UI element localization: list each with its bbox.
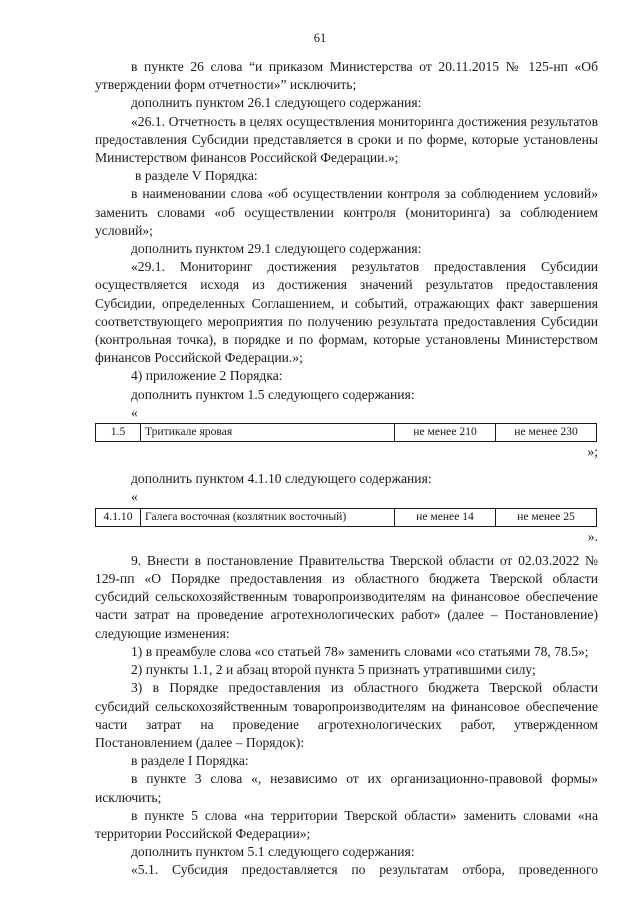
paragraph: в пункте 26 слова “и приказом Министерства от 20.11.2015 № 125-нп «Об утверждении форм отчетности»” исключить; [95, 59, 598, 93]
inserted-table-1 [95, 423, 597, 442]
paragraph: в пункте 3 слова «, независимо от их организационно-правовой формы» исключить; [95, 771, 598, 805]
paragraph: дополнить пунктом 5.1 следующего содержания: [131, 844, 415, 860]
table-row [96, 424, 597, 442]
table-cell-value: не менее 14 [395, 508, 496, 526]
table-cell-name: Галега восточная (козлятник восточный) [141, 508, 395, 526]
paragraph: 4) приложение 2 Порядка: [131, 368, 283, 384]
table-cell-value: не менее 25 [496, 508, 597, 526]
paragraph: в пункте 5 слова «на территории Тверской области» заменить словами «на территории Российской Федерации»; [95, 807, 598, 841]
paragraph: 1) в преамбуле слова «со статьей 78» заменить словами «со статьями 78, 78.5»; [131, 643, 589, 659]
paragraph: дополнить пунктом 4.1.10 следующего содержания: [131, 471, 432, 487]
close-quote: »; [587, 444, 598, 460]
paragraph: 2) пункты 1.1, 2 и абзац второй пункта 5 признать утратившими силу; [131, 662, 536, 678]
open-quote: « [131, 489, 138, 505]
table-cell-value: не менее 230 [496, 424, 597, 442]
paragraph: дополнить пунктом 26.1 следующего содержания: [131, 95, 422, 111]
paragraph: 9. Внести в постановление Правительства Тверской области от 02.03.2022 № 129-пп «О Порядке предоставления из областного бюджета Тверской области субсидий сельскохозяйственным товаропроизводителям на финансовое обеспечение части затрат на проведение агротехнологических работ» (далее – Постановление) следующие изменения: [95, 552, 598, 641]
page-number: 61 [313, 31, 327, 45]
close-quote: ». [587, 528, 598, 544]
table-cell-name: Тритикале яровая [141, 424, 395, 442]
open-quote: « [131, 404, 138, 420]
inserted-table-2 [95, 508, 597, 527]
paragraph: «29.1. Мониторинг достижения результатов предоставления Субсидии осуществляется исходя из достижения значений результатов предоставления Субсидии, определенных Соглашением, и событий, отражающих факт завершения соответствующего мероприятия по получению результата предоставления Субсидии (контрольная точка), в порядке и по формам, которые установлены Министерством финансов Российской Федерации.»; [95, 259, 598, 366]
paragraph: в наименовании слова «об осуществлении контроля за соблюдением условий» заменить словами «об осуществлении контроля (мониторинга) за соблюдением условий»; [95, 186, 598, 238]
table-cell-value: не менее 210 [395, 424, 496, 442]
paragraph: в разделе V Порядка: [135, 168, 258, 184]
paragraph: «5.1. Субсидия предоставляется по результатам отбора, проведенного [131, 862, 598, 878]
paragraph: 3) в Порядке предоставления из областного бюджета Тверской области субсидий сельскохозяйственным товаропроизводителям на финансовое обеспечение части затрат на проведение агротехнологических работ, утвержденном Постановлением (далее – Порядок): [95, 680, 598, 750]
paragraph: в разделе I Порядка: [131, 753, 249, 769]
paragraph: дополнить пунктом 1.5 следующего содержания: [131, 386, 415, 402]
document-body [95, 58, 598, 880]
table-row [96, 508, 597, 526]
paragraph: дополнить пунктом 29.1 следующего содержания: [131, 241, 422, 257]
table-cell-number: 4.1.10 [96, 508, 141, 526]
table-cell-number: 1.5 [96, 424, 141, 442]
paragraph: «26.1. Отчетность в целях осуществления мониторинга достижения результатов предоставления Субсидии представляется в сроки и по форме, которые установлены Министерством финансов Российской Федерации.»; [95, 113, 598, 166]
